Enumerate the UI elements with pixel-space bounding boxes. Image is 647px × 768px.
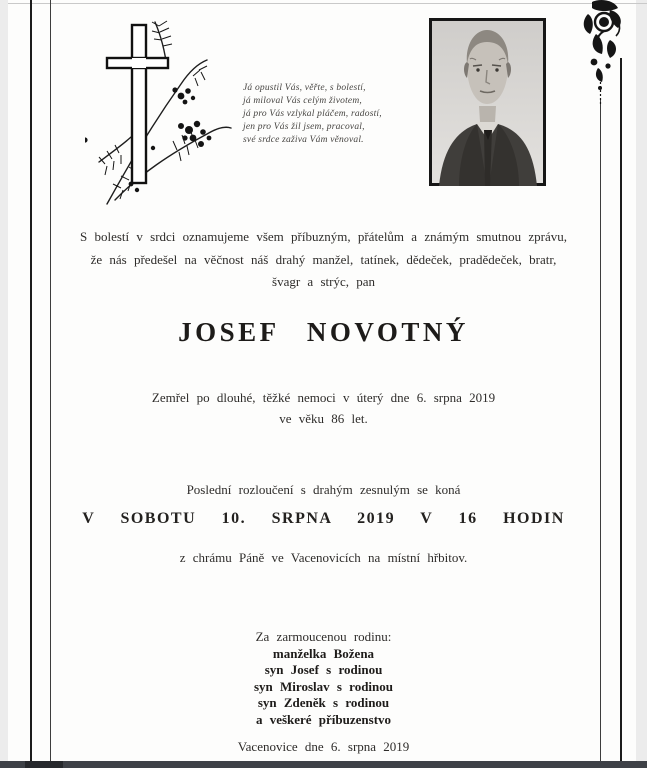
- cross-with-flowers-icon: [85, 12, 235, 215]
- frame-line-right-inner: [600, 100, 601, 762]
- frame-line-right-outer: [620, 58, 622, 762]
- viewer-left-edge: [0, 0, 8, 768]
- announcement-line: S bolestí v srdci oznamujeme všem příbuzným, přátelům a známým smutnou zprávu,: [80, 229, 567, 244]
- deceased-name: JOSEF NOVOTNÝ: [178, 317, 469, 347]
- poem-line: já miloval Vás celým životem,: [243, 96, 362, 106]
- family-section: [51, 629, 596, 728]
- funeral-datetime: V SOBOTU 10. SRPNA 2019 V 16 HODIN: [82, 510, 565, 527]
- viewer-bottom-scrollbar-thumb[interactable]: [25, 761, 63, 768]
- announcement-paragraph: [51, 226, 596, 294]
- deceased-portrait-photo: [429, 18, 546, 191]
- frame-line-left-outer: [30, 0, 32, 762]
- poem-line: jen pro Vás žil jsem, pracoval,: [243, 122, 365, 132]
- announcement-line: švagr a strýc, pan: [272, 274, 375, 289]
- place-dateline: Vacenovice dne 6. srpna 2019: [237, 739, 410, 754]
- memorial-poem: [243, 82, 443, 147]
- death-info-line: ve věku 86 let.: [279, 411, 368, 426]
- family-member: manželka Božena: [272, 645, 375, 661]
- poem-line: své srdce zaživa Vám věnoval.: [243, 135, 364, 145]
- family-member: syn Miroslav s rodinou: [253, 678, 394, 694]
- family-member: syn Zdeněk s rodinou: [257, 695, 390, 710]
- floral-corner-ornament-icon: [580, 0, 626, 115]
- funeral-place: z chrámu Páně ve Vacenovicích na místní hřbitov.: [179, 550, 468, 565]
- family-member: syn Josef s rodinou: [264, 662, 383, 677]
- viewer-top-hairline: [8, 3, 647, 4]
- family-intro: Za zarmoucenou rodinu:: [255, 629, 392, 644]
- death-info: [51, 387, 596, 429]
- family-members: [51, 646, 596, 729]
- viewer-right-edge: [636, 0, 647, 768]
- poem-line: Já opustil Vás, věřte, s bolestí,: [243, 83, 366, 93]
- funeral-intro: Poslední rozloučení s drahým zesnulým se koná: [186, 482, 461, 497]
- death-info-line: Zemřel po dlouhé, těžké nemoci v úterý dne 6. srpna 2019: [151, 390, 496, 405]
- poem-line: já pro Vás vzlykal pláčem, radostí,: [243, 109, 382, 119]
- viewer-bottom-scrollbar[interactable]: [0, 761, 647, 768]
- family-member: a veškeré příbuzenstvo: [255, 711, 392, 727]
- announcement-line: že nás předešel na věčnost náš drahý manžel, tatínek, dědeček, pradědeček, bratr,: [90, 251, 557, 267]
